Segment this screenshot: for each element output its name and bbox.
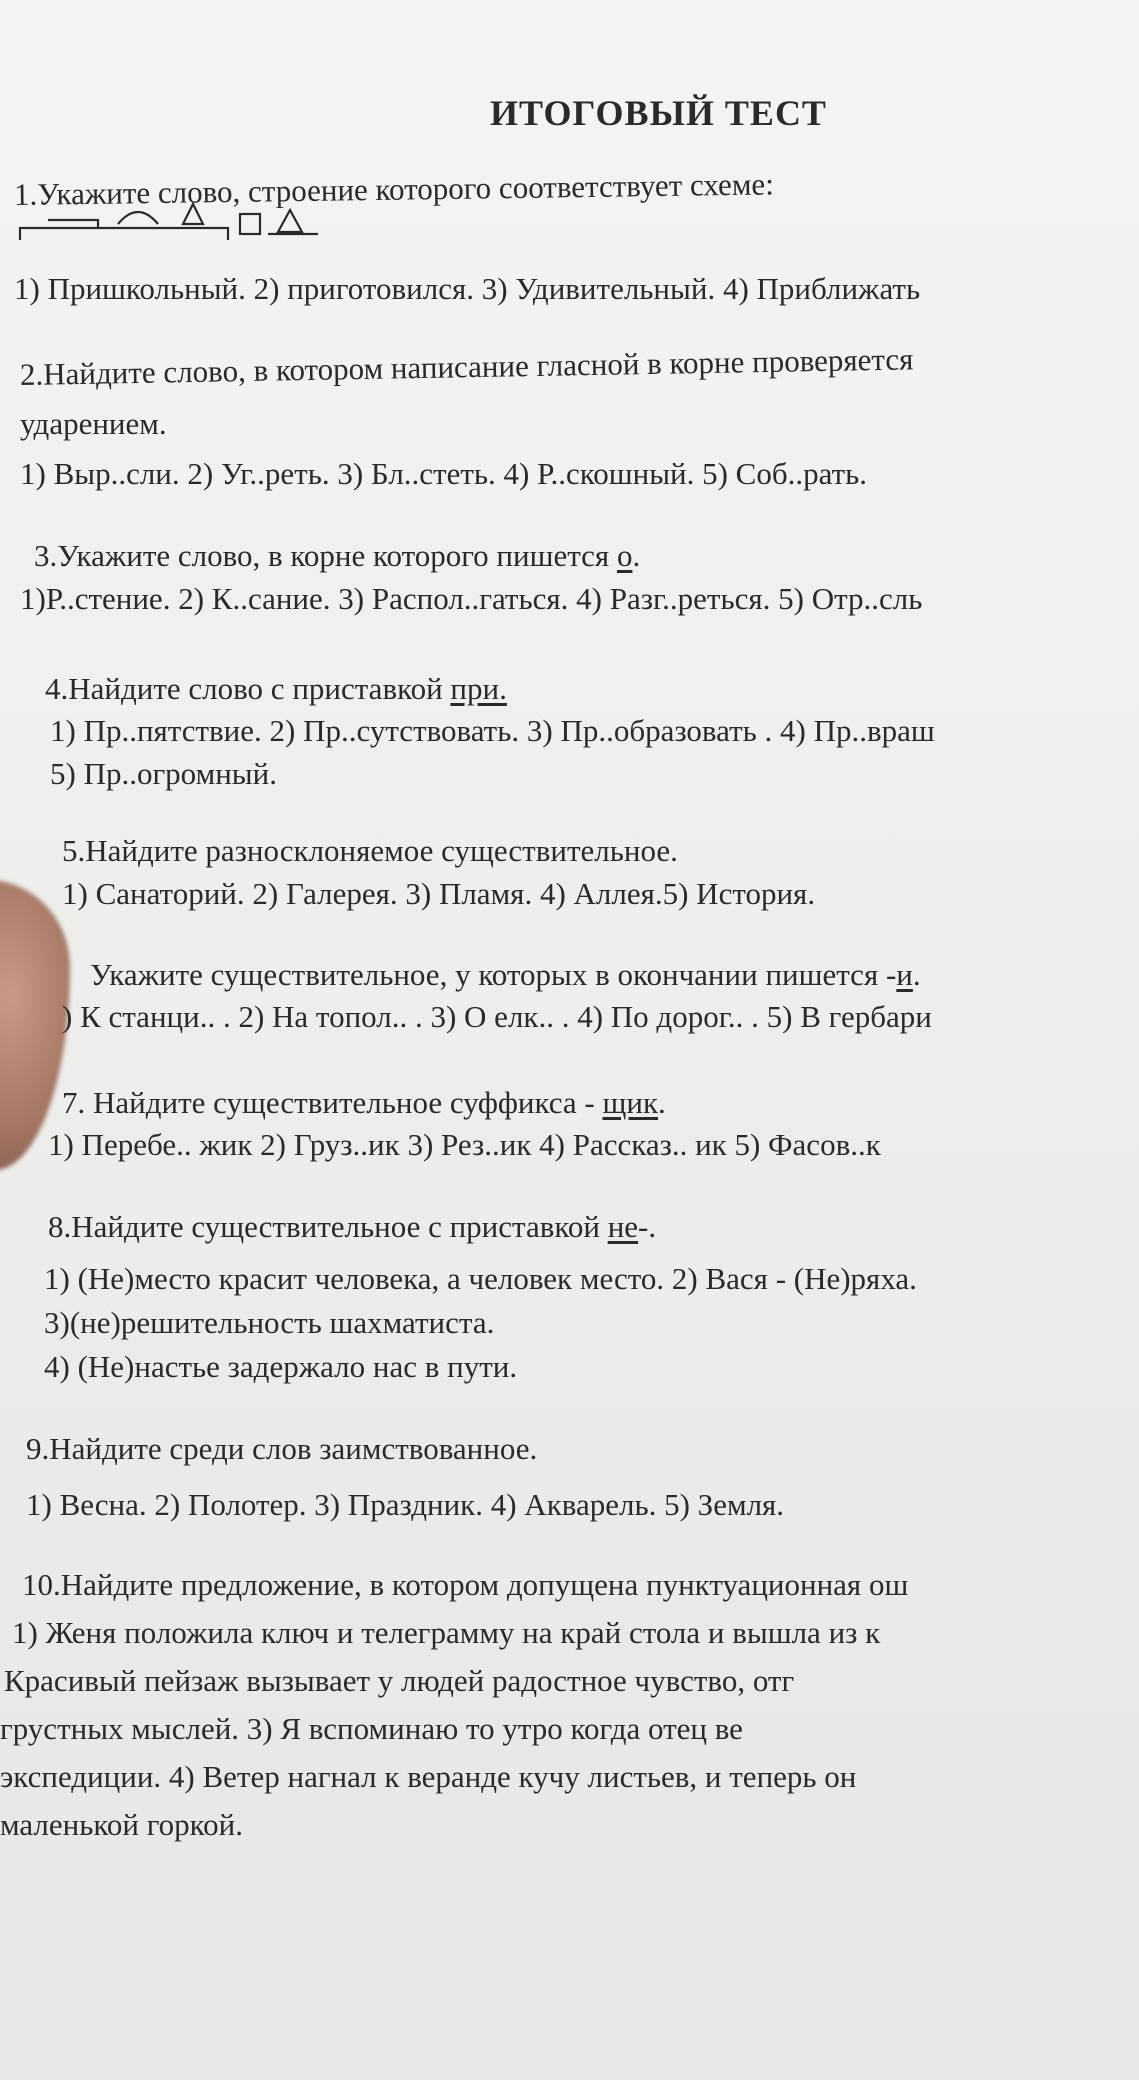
q2-question-line1: 2.Найдите слово, в котором написание гласной в корне проверяется xyxy=(19,341,914,392)
q8-prefix: не xyxy=(607,1209,639,1244)
q4-prefix: при. xyxy=(450,671,507,706)
q10-question: 10.Найдите предложение, в котором допущена пунктуационная ош xyxy=(22,1567,909,1602)
q8-line1: 1) (Не)место красит человека, а человек место. 2) Вася - (Не)ряха. xyxy=(44,1261,917,1296)
q3-question xyxy=(34,537,640,575)
q6-options: ) К станци.. . 2) На топол.. . 3) О елк.. . 4) По дорог.. . 5) В гербари xyxy=(62,999,932,1034)
page-title: ИТОГОВЫЙ ТЕСТ xyxy=(490,93,827,133)
q10-line2: Красивый пейзаж вызывает у людей радостное чувство, отг xyxy=(4,1663,795,1698)
q2-question-line2: ударением. xyxy=(20,406,167,441)
suffix-mark-icon xyxy=(278,210,302,232)
q9-options: 1) Весна. 2) Полотер. 3) Праздник. 4) Акварель. 5) Земля. xyxy=(26,1487,785,1522)
q10-line1: 1) Женя положила ключ и телеграмму на край стола и вышла из к xyxy=(12,1615,881,1650)
q10-line4: экспедиции. 4) Ветер нагнал к веранде кучу листьев, и теперь он xyxy=(0,1759,857,1794)
q7-question xyxy=(62,1084,666,1122)
suffix-mark-icon xyxy=(183,204,203,224)
q3-options: 1)Р..стение. 2) К..сание. 3) Распол..гаться. 4) Разг..реться. 5) Отр..сль xyxy=(20,581,923,616)
q3-question-text: 3.Укажите слово, в корне которого пишется xyxy=(34,538,617,573)
morpheme-scheme xyxy=(18,200,338,260)
q1-options: 1) Пришкольный. 2) приготовился. 3) Удивительный. 4) Приближать xyxy=(14,271,921,306)
q6-question xyxy=(90,956,921,994)
q9-question: 9.Найдите среди слов заимствованное. xyxy=(26,1431,538,1466)
q1-question: 1.Укажите слово, строение которого соответствует схеме: xyxy=(13,166,775,212)
q5-options: 1) Санаторий. 2) Галерея. 3) Пламя. 4) Аллея.5) История. xyxy=(62,876,816,911)
q4-question xyxy=(45,670,507,708)
q7-question-text: 7. Найдите существительное суффикса - xyxy=(62,1085,603,1120)
q10-line5: маленькой горкой. xyxy=(0,1807,243,1842)
prefix-mark-icon xyxy=(20,228,228,240)
q3-end: . xyxy=(632,538,641,573)
q8-question-text: 8.Найдите существительное с приставкой xyxy=(48,1209,608,1244)
q6-question-text: Укажите существительное, у которых в окончании пишется - xyxy=(90,957,897,992)
q6-end: . xyxy=(912,957,921,992)
q7-end: . xyxy=(658,1085,666,1120)
q4-question-text: 4.Найдите слово с приставкой xyxy=(45,671,451,706)
root-arc-icon xyxy=(118,212,158,224)
q8-line2: 3)(не)решительность шахматиста. xyxy=(44,1305,495,1340)
q10-line3: грустных мыслей. 3) Я вспоминаю то утро когда отец ве xyxy=(0,1711,743,1746)
q7-options: 1) Перебе.. жик 2) Груз..ик 3) Рез..ик 4) Рассказ.. ик 5) Фасов..к xyxy=(48,1127,881,1162)
q8-end: -. xyxy=(638,1209,657,1244)
q5-question: 5.Найдите разносклоняемое существительное. xyxy=(62,833,678,868)
q3-letter: о xyxy=(616,538,633,573)
q6-letter: и xyxy=(896,957,913,992)
q2-options: 1) Выр..сли. 2) Уг..реть. 3) Бл..стеть. 4) Р..скошный. 5) Соб..рать. xyxy=(20,456,868,491)
q7-suffix: щик xyxy=(602,1085,659,1120)
ending-box-icon xyxy=(240,214,260,234)
q4-options-line1: 1) Пр..пятствие. 2) Пр..сутствовать. 3) Пр..образовать . 4) Пр..враш xyxy=(50,713,935,748)
q4-options-line2: 5) Пр..огромный. xyxy=(50,756,277,791)
q8-line3: 4) (Не)настье задержало нас в пути. xyxy=(44,1349,518,1384)
q8-question xyxy=(48,1208,656,1246)
prefix-mark-icon xyxy=(48,220,98,228)
